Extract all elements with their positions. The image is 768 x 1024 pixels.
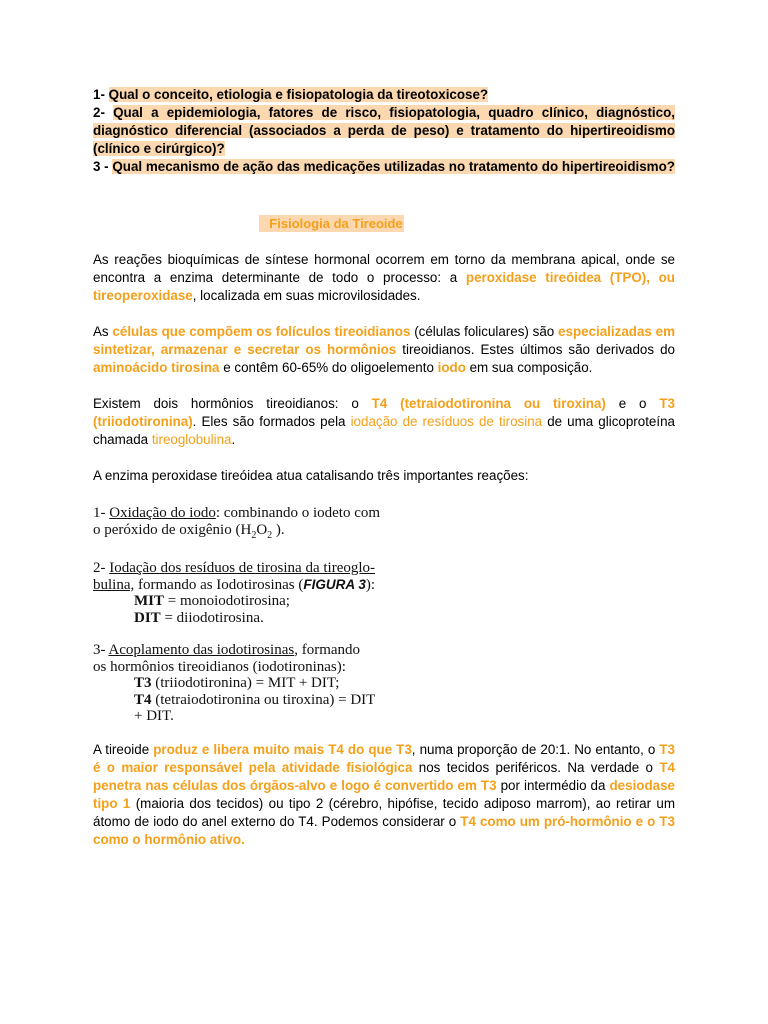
subscript: 2	[251, 529, 257, 541]
question-text: Qual mecanismo de ação das medicações utilizadas no tratamento do hipertireoidismo?	[112, 159, 675, 174]
text-run: tireoidianos. Estes últimos são derivados do	[396, 342, 675, 357]
reaction-number: 1-	[93, 505, 110, 521]
highlight-run: T3 é o maior responsável pela atividade fisiológica	[93, 741, 675, 775]
text-run: As reações bioquímicas de síntese hormonal ocorrem em torno da membrana apical, onde se encontra a enzima determinante de todo o processo: a	[93, 252, 675, 285]
text-run: As	[93, 324, 113, 339]
reaction-number: 3-	[93, 642, 109, 658]
text-run: Existem dois hormônios tireoidianos: o	[93, 396, 372, 411]
reaction-text: ):	[365, 576, 376, 593]
reaction-text: = diiodotirosina.	[160, 609, 264, 626]
t3-label: T3	[134, 675, 152, 691]
highlight-run: especializadas em sintetizar, armazenar e secretar os hormônios	[93, 324, 675, 357]
mit-label: MIT	[134, 593, 164, 609]
reaction-title: Oxidação do iodo	[109, 505, 216, 521]
text-run: e contêm 60-65% do oligoelemento	[219, 360, 438, 375]
text-run: (células foliculares) são	[410, 324, 559, 339]
reaction-2	[93, 560, 393, 626]
reaction-text: os hormônios tireoidianos (iodotironinas):	[93, 658, 346, 675]
text-run: , numa proporção de 20:1. No entanto, o	[411, 741, 660, 757]
highlight-run: células que compõem os folículos tireoidianos	[112, 324, 411, 339]
light-highlight-run: iodação de resíduos de tirosina	[350, 414, 543, 429]
highlight-run: T3 (triiodotironina)	[93, 396, 676, 429]
highlight-run: aminoácido tirosina	[93, 360, 220, 375]
reaction-text: o peróxido de oxigênio (H	[93, 521, 252, 538]
reaction-title: bulina,	[93, 576, 135, 593]
reaction-text: (triiodotironina) = MIT + DIT;	[151, 675, 340, 691]
highlight-run: T4 (tetraiodotironina ou tiroxina)	[371, 396, 606, 411]
reaction-text: formando as Iodotirosinas (	[134, 576, 304, 593]
question-number: 2-	[93, 105, 105, 120]
text-run: A tireoide	[93, 741, 154, 757]
text-run: , localizada em suas microvilosidades.	[192, 288, 421, 303]
highlight-run: desiodase tipo 1	[93, 777, 675, 811]
text-run: (maioria dos tecidos) ou tipo 2 (cérebro, hipófise, tecido adiposo marrom), ao retirar um átomo de iodo do anel externo do T4. Podemos considerar o	[93, 795, 675, 829]
highlight-run: peroxidase tireóidea (TPO), ou tireoperoxidase	[93, 270, 675, 303]
text-run: .	[231, 432, 236, 447]
subscript: 2	[267, 529, 273, 541]
paragraph-1	[93, 251, 675, 305]
reaction-text: = monoiodotirosina;	[164, 593, 290, 609]
highlight-run: produz e libera muito mais T4 do que T3	[153, 741, 412, 757]
reaction-3	[93, 642, 393, 725]
reaction-text: ).	[272, 521, 285, 538]
question-text: Qual o conceito, etiologia e fisiopatologia da tireotoxicose?	[108, 87, 489, 102]
text-run: em sua composição.	[465, 360, 593, 375]
text-run: nos tecidos periféricos. Na verdade o	[412, 759, 660, 775]
highlight-run: T4 penetra nas células dos órgãos-alvo e logo é convertido em T3	[93, 759, 675, 793]
reaction-text: , formando	[294, 642, 361, 658]
section-heading: Fisiologia da Tireoide	[259, 215, 403, 232]
dit-label: DIT	[134, 609, 161, 626]
reaction-1	[93, 505, 393, 544]
figure-reference: FIGURA 3	[303, 576, 366, 592]
reaction-text: : combinando o iodeto com	[215, 505, 381, 521]
question-3	[93, 158, 675, 176]
paragraph-2	[93, 323, 675, 377]
question-number: 3 -	[93, 159, 109, 174]
text-run: e o	[605, 396, 660, 411]
question-2	[93, 104, 675, 158]
text-run: por intermédio da	[496, 777, 610, 793]
reaction-text: O	[256, 521, 268, 538]
paragraph-5	[93, 741, 675, 849]
highlight-run: T4 como um pró-hormônio e o T3 como o hormônio ativo.	[93, 813, 675, 847]
text-run: . Eles são formados pela	[192, 414, 351, 429]
light-highlight-run: tireoglobulina	[151, 432, 232, 447]
question-number: 1-	[93, 87, 105, 102]
reaction-title: Iodação dos resíduos de tirosina da tireoglo-	[109, 560, 376, 576]
question-text: Qual a epidemiologia, fatores de risco, fisiopatologia, quadro clínico, diagnóstico, diagnóstico diferencial (associados a perda de peso) e tratamento do hipertireoidismo (clínico e cirúrgico)?	[93, 105, 675, 156]
t4-label: T4	[134, 691, 152, 708]
reaction-text: (tetraiodotironina ou tiroxina) = DIT	[151, 691, 376, 708]
reaction-title: Acoplamento das iodotirosinas	[108, 642, 295, 658]
section-heading-wrap	[93, 215, 675, 233]
reactions-figure	[93, 505, 393, 725]
reaction-text: + DIT.	[134, 708, 174, 724]
paragraph-4: A enzima peroxidase tireóidea atua catalisando três importantes reações:	[93, 468, 529, 483]
paragraph-3	[93, 395, 675, 449]
text-run: de uma glicoproteína chamada	[93, 414, 675, 447]
document-page	[93, 86, 675, 849]
question-1	[93, 86, 675, 104]
highlight-run: iodo	[437, 360, 466, 375]
reaction-number: 2-	[93, 560, 110, 576]
